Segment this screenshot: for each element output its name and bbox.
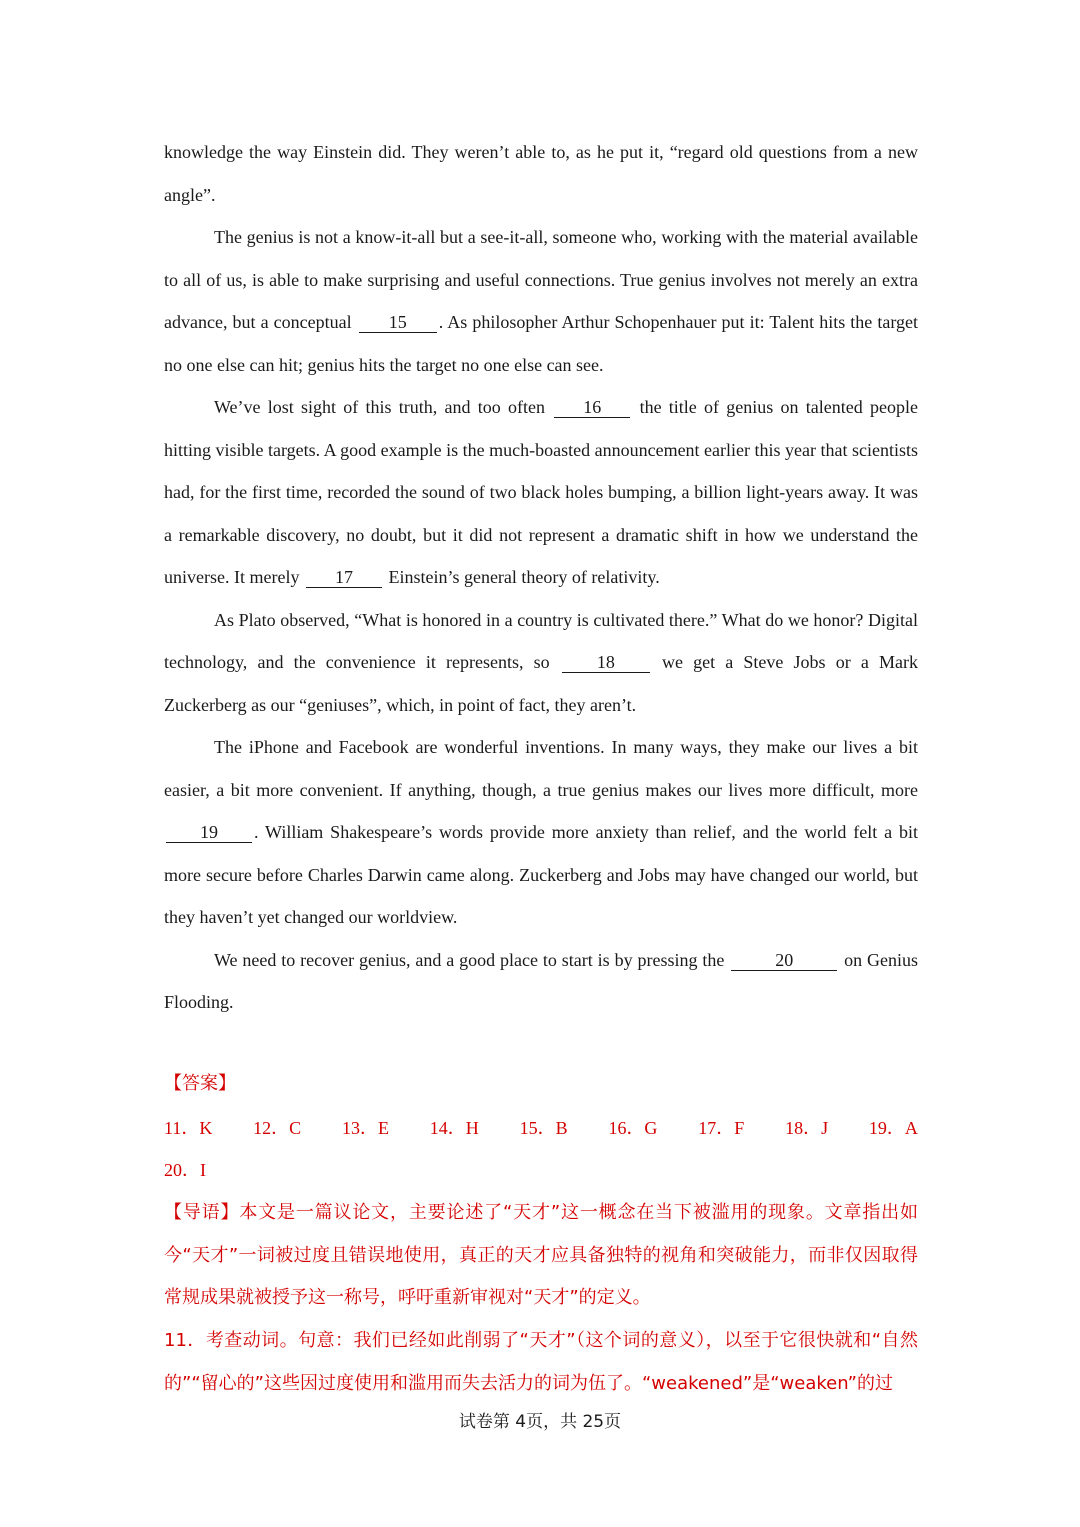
passage-text: . William Shakespeare’s words provide more anxiety than relief, and the world felt a bit more secure before Charles Darwin came along. Zuckerberg and Jobs may have changed our world, but they haven’t yet changed our worldview.: [164, 822, 918, 927]
passage-paragraph-2: [164, 386, 918, 599]
passage-text: Einstein’s general theory of relativity.: [388, 567, 660, 587]
passage: [164, 131, 918, 1024]
blank-16: 16: [554, 397, 630, 418]
passage-paragraph-1: [164, 216, 918, 386]
answer-item: 11．K: [164, 1118, 213, 1138]
answer-item: 18．J: [785, 1118, 829, 1138]
passage-paragraph-0: [164, 131, 918, 216]
passage-paragraph-3: [164, 599, 918, 727]
answer-item: 19．A: [868, 1118, 918, 1138]
answer-heading: 【答案】: [164, 1073, 236, 1094]
explanation-11: 11．考查动词。句意：我们已经如此削弱了“天才”（这个词的意义），以至于它很快就和“自然的”“留心的”这些因过度使用和滥用而失去活力的词为伍了。“weakened”是“weaken”的过: [164, 1330, 918, 1394]
blank-20: 20: [731, 950, 837, 971]
passage-text: As Plato observed, “What is honored in a country is cultivated there.” What do we honor? Digital technology, and the convenience it represents, so: [164, 609, 918, 672]
passage-paragraph-5: [164, 939, 918, 1024]
page-footer: 试卷第 4页，共 25页: [458, 1412, 622, 1432]
passage-text: We’ve lost sight of this truth, and too often: [214, 397, 546, 417]
blank-15: 15: [359, 312, 437, 333]
blank-19: 19: [166, 822, 252, 843]
guide-paragraph: 【导语】本文是一篇议论文，主要论述了“天才”这一概念在当下被滥用的现象。文章指出如今“天才”一词被过度且错误地使用，真正的天才应具备独特的视角和突破能力，而非仅因取得常规成果就被授予这一称号，呼吁重新审视对“天才”的定义。: [164, 1202, 918, 1308]
answer-item: 13．E: [341, 1118, 389, 1138]
answer-list: [164, 1107, 918, 1150]
answer-item: 12．C: [253, 1118, 302, 1138]
passage-text: We need to recover genius, and a good place to start is by pressing the: [214, 949, 725, 970]
passage-text: on Genius Flooding.: [164, 949, 918, 1012]
answer-item-last: 20．I: [164, 1160, 206, 1180]
answer-item: 14．H: [429, 1118, 479, 1138]
blank-17: 17: [306, 567, 382, 588]
passage-paragraph-4: [164, 726, 918, 939]
answer-item: 16．G: [608, 1118, 658, 1138]
passage-text: knowledge the way Einstein did. They weren’t able to, as he put it, “regard old questions from a new angle”.: [164, 142, 918, 205]
passage-text: The iPhone and Facebook are wonderful inventions. In many ways, they make our lives a bit easier, a bit more convenient. If anything, though, a true genius makes our lives more difficult, more: [164, 737, 918, 800]
answer-item: 17．F: [698, 1118, 745, 1138]
passage-text: the title of genius on talented people hitting visible targets. A good example is the much-boasted announcement earlier this year that scientists had, for the first time, recorded the sound of two black holes bumping, a billion light-years away. It was a remarkable discovery, no doubt, but it did not represent a dramatic shift in how we understand the universe. It merely: [164, 397, 919, 587]
passage-text: we get a Steve Jobs or a Mark Zuckerberg as our “geniuses”, which, in point of fact, they aren’t.: [164, 652, 918, 715]
blank-18: 18: [562, 652, 650, 673]
passage-text: . As philosopher Arthur Schopenhauer put it: Talent hits the target no one else can hit; genius hits the target no one else can see.: [164, 312, 918, 375]
answer-item: 15．B: [519, 1118, 568, 1138]
passage-text: The genius is not a know-it-all but a see-it-all, someone who, working with the material available to all of us, is able to make surprising and useful connections. True genius involves not merely an extra advance, but a conceptual: [164, 227, 918, 332]
